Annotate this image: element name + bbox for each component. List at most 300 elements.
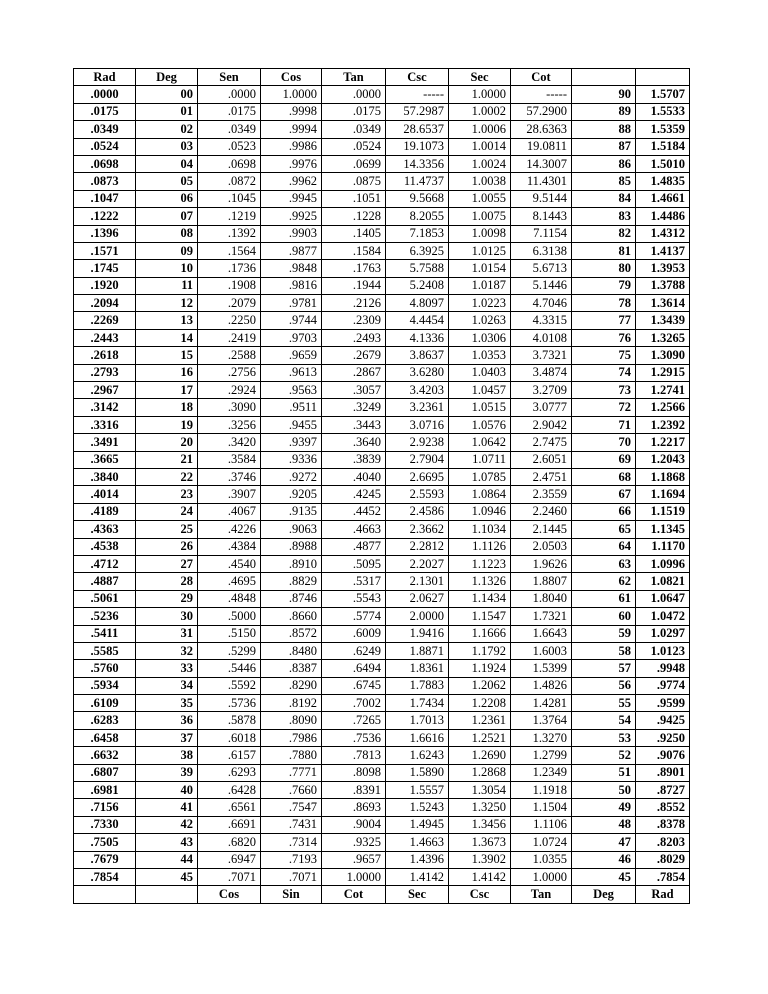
cell-sec: 1.0642 xyxy=(449,434,511,451)
cell-cos: .9998 xyxy=(261,103,322,120)
table-row xyxy=(74,399,690,416)
cell-tan: .3640 xyxy=(322,434,386,451)
cell-rad: .0873 xyxy=(74,173,136,190)
cell-rad: .3316 xyxy=(74,416,136,433)
cell-sec: 1.1034 xyxy=(449,521,511,538)
cell-sen: .1564 xyxy=(198,242,261,259)
header-row xyxy=(74,69,690,86)
cell-deg-complement: 49 xyxy=(572,799,636,816)
table-row xyxy=(74,86,690,103)
cell-cos: .7547 xyxy=(261,799,322,816)
cell-sen: .4067 xyxy=(198,503,261,520)
cell-cot: 28.6363 xyxy=(511,121,572,138)
cell-csc: 2.7904 xyxy=(386,451,449,468)
footer-row xyxy=(74,886,690,903)
cell-cos: .7314 xyxy=(261,834,322,851)
cell-cot: 1.1504 xyxy=(511,799,572,816)
cell-rad-complement: 1.4835 xyxy=(636,173,690,190)
cell-rad: .6458 xyxy=(74,729,136,746)
foot-cell-cos: Sin xyxy=(261,886,322,903)
cell-tan: .0699 xyxy=(322,155,386,172)
cell-sen: .7071 xyxy=(198,868,261,885)
cell-sen: .3420 xyxy=(198,434,261,451)
cell-tan: .3057 xyxy=(322,382,386,399)
cell-csc: 7.1853 xyxy=(386,225,449,242)
cell-csc: 2.9238 xyxy=(386,434,449,451)
cell-rad: .6109 xyxy=(74,695,136,712)
foot-cell-sec: Csc xyxy=(449,886,511,903)
table-row xyxy=(74,155,690,172)
table-row xyxy=(74,642,690,659)
cell-cot: 2.2460 xyxy=(511,503,572,520)
cell-sen: .5299 xyxy=(198,642,261,659)
table-row xyxy=(74,468,690,485)
cell-sec: 1.2868 xyxy=(449,764,511,781)
cell-rad-complement: 1.3788 xyxy=(636,277,690,294)
cell-tan: .2309 xyxy=(322,312,386,329)
cell-sen: .2250 xyxy=(198,312,261,329)
cell-sec: 1.1666 xyxy=(449,625,511,642)
cell-deg: 42 xyxy=(136,816,198,833)
cell-deg-complement: 56 xyxy=(572,677,636,694)
cell-deg-complement: 80 xyxy=(572,260,636,277)
cell-rad-complement: 1.2741 xyxy=(636,382,690,399)
cell-sen: .3256 xyxy=(198,416,261,433)
cell-tan: .5095 xyxy=(322,555,386,572)
cell-csc: 1.6243 xyxy=(386,747,449,764)
cell-sec: 1.3054 xyxy=(449,782,511,799)
table-row xyxy=(74,521,690,538)
cell-deg: 14 xyxy=(136,329,198,346)
cell-deg-complement: 63 xyxy=(572,555,636,572)
cell-deg: 18 xyxy=(136,399,198,416)
cell-csc: ----- xyxy=(386,86,449,103)
cell-deg-complement: 90 xyxy=(572,86,636,103)
cell-rad: .2618 xyxy=(74,347,136,364)
cell-sen: .0523 xyxy=(198,138,261,155)
table-row xyxy=(74,608,690,625)
cell-sen: .0000 xyxy=(198,86,261,103)
table-row xyxy=(74,747,690,764)
cell-cot: 14.3007 xyxy=(511,155,572,172)
cell-deg-complement: 46 xyxy=(572,851,636,868)
table-row xyxy=(74,451,690,468)
cell-sen: .0872 xyxy=(198,173,261,190)
cell-csc: 3.0716 xyxy=(386,416,449,433)
cell-deg-complement: 68 xyxy=(572,468,636,485)
cell-cos: .9744 xyxy=(261,312,322,329)
cell-rad-complement: 1.4312 xyxy=(636,225,690,242)
table-row xyxy=(74,277,690,294)
cell-sec: 1.2361 xyxy=(449,712,511,729)
table-row xyxy=(74,382,690,399)
cell-cos: .7660 xyxy=(261,782,322,799)
cell-cot: 1.5399 xyxy=(511,660,572,677)
cell-deg-complement: 72 xyxy=(572,399,636,416)
trig-table-body xyxy=(74,69,690,904)
cell-rad-complement: 1.1345 xyxy=(636,521,690,538)
cell-deg-complement: 51 xyxy=(572,764,636,781)
cell-deg-complement: 86 xyxy=(572,155,636,172)
cell-cos: .8988 xyxy=(261,538,322,555)
table-row xyxy=(74,416,690,433)
cell-csc: 1.5557 xyxy=(386,782,449,799)
cell-rad: .6632 xyxy=(74,747,136,764)
cell-rad-complement: 1.0123 xyxy=(636,642,690,659)
cell-cos: .9925 xyxy=(261,208,322,225)
cell-cos: .9903 xyxy=(261,225,322,242)
cell-tan: .2493 xyxy=(322,329,386,346)
cell-cos: .8192 xyxy=(261,695,322,712)
cell-rad-complement: 1.0472 xyxy=(636,608,690,625)
cell-rad-complement: 1.4486 xyxy=(636,208,690,225)
cell-cot: 4.7046 xyxy=(511,295,572,312)
cell-csc: 11.4737 xyxy=(386,173,449,190)
cell-cos: .8572 xyxy=(261,625,322,642)
cell-tan: .5317 xyxy=(322,573,386,590)
cell-rad-complement: .9425 xyxy=(636,712,690,729)
cell-tan: .4877 xyxy=(322,538,386,555)
cell-tan: .5774 xyxy=(322,608,386,625)
cell-rad: .5760 xyxy=(74,660,136,677)
cell-cot: 57.2900 xyxy=(511,103,572,120)
table-row xyxy=(74,434,690,451)
cell-cot: 1.6643 xyxy=(511,625,572,642)
cell-rad: .5411 xyxy=(74,625,136,642)
cell-cos: .7986 xyxy=(261,729,322,746)
cell-deg-complement: 45 xyxy=(572,868,636,885)
cell-cos: .9397 xyxy=(261,434,322,451)
cell-sec: 1.0000 xyxy=(449,86,511,103)
cell-deg: 36 xyxy=(136,712,198,729)
cell-rad-complement: 1.0647 xyxy=(636,590,690,607)
cell-rad-complement: 1.3953 xyxy=(636,260,690,277)
cell-rad: .2094 xyxy=(74,295,136,312)
cell-cot: 1.1106 xyxy=(511,816,572,833)
cell-cos: .9945 xyxy=(261,190,322,207)
cell-sen: .6561 xyxy=(198,799,261,816)
cell-rad: .4014 xyxy=(74,486,136,503)
cell-rad-complement: 1.0821 xyxy=(636,573,690,590)
cell-sen: .3090 xyxy=(198,399,261,416)
cell-csc: 5.2408 xyxy=(386,277,449,294)
cell-sec: 1.0006 xyxy=(449,121,511,138)
cell-rad-complement: .9599 xyxy=(636,695,690,712)
cell-sen: .0175 xyxy=(198,103,261,120)
cell-csc: 3.2361 xyxy=(386,399,449,416)
cell-cos: .9135 xyxy=(261,503,322,520)
cell-sec: 1.2690 xyxy=(449,747,511,764)
cell-rad-complement: 1.3439 xyxy=(636,312,690,329)
cell-sen: .2756 xyxy=(198,364,261,381)
cell-deg: 11 xyxy=(136,277,198,294)
table-row xyxy=(74,677,690,694)
cell-deg: 35 xyxy=(136,695,198,712)
cell-deg: 05 xyxy=(136,173,198,190)
cell-cos: .9962 xyxy=(261,173,322,190)
cell-csc: 2.4586 xyxy=(386,503,449,520)
cell-rad: .0524 xyxy=(74,138,136,155)
cell-csc: 2.2812 xyxy=(386,538,449,555)
head-cell-csc: Csc xyxy=(386,69,449,86)
cell-cos: .7193 xyxy=(261,851,322,868)
cell-cot: 8.1443 xyxy=(511,208,572,225)
table-row xyxy=(74,695,690,712)
cell-sec: 1.0946 xyxy=(449,503,511,520)
cell-deg: 32 xyxy=(136,642,198,659)
cell-cot: 3.4874 xyxy=(511,364,572,381)
cell-sen: .4695 xyxy=(198,573,261,590)
table-row xyxy=(74,347,690,364)
cell-sec: 1.3673 xyxy=(449,834,511,851)
cell-cot: 2.6051 xyxy=(511,451,572,468)
cell-csc: 1.5890 xyxy=(386,764,449,781)
cell-cos: .8910 xyxy=(261,555,322,572)
cell-sec: 1.0457 xyxy=(449,382,511,399)
cell-rad-complement: 1.1694 xyxy=(636,486,690,503)
table-row xyxy=(74,138,690,155)
cell-tan: .1228 xyxy=(322,208,386,225)
cell-csc: 1.4396 xyxy=(386,851,449,868)
cell-cot: 9.5144 xyxy=(511,190,572,207)
cell-cot: 5.6713 xyxy=(511,260,572,277)
cell-csc: 1.8361 xyxy=(386,660,449,677)
cell-rad-complement: 1.5184 xyxy=(636,138,690,155)
cell-deg: 08 xyxy=(136,225,198,242)
cell-deg: 43 xyxy=(136,834,198,851)
table-row xyxy=(74,834,690,851)
cell-cot: 11.4301 xyxy=(511,173,572,190)
table-row xyxy=(74,782,690,799)
cell-deg: 07 xyxy=(136,208,198,225)
cell-sec: 1.4142 xyxy=(449,868,511,885)
cell-sen: .3746 xyxy=(198,468,261,485)
cell-rad: .1396 xyxy=(74,225,136,242)
cell-deg: 19 xyxy=(136,416,198,433)
cell-rad-complement: 1.5707 xyxy=(636,86,690,103)
cell-csc: 6.3925 xyxy=(386,242,449,259)
cell-rad: .1047 xyxy=(74,190,136,207)
cell-cos: .8660 xyxy=(261,608,322,625)
foot-cell-sen: Cos xyxy=(198,886,261,903)
cell-rad-complement: 1.2392 xyxy=(636,416,690,433)
cell-deg: 45 xyxy=(136,868,198,885)
cell-deg-complement: 87 xyxy=(572,138,636,155)
cell-sen: .2924 xyxy=(198,382,261,399)
cell-deg: 34 xyxy=(136,677,198,694)
cell-sec: 1.1326 xyxy=(449,573,511,590)
cell-rad-complement: 1.4661 xyxy=(636,190,690,207)
cell-deg: 44 xyxy=(136,851,198,868)
cell-cos: .9986 xyxy=(261,138,322,155)
cell-rad-complement: .8727 xyxy=(636,782,690,799)
cell-cos: .9063 xyxy=(261,521,322,538)
cell-cos: .9877 xyxy=(261,242,322,259)
cell-csc: 14.3356 xyxy=(386,155,449,172)
cell-tan: .6494 xyxy=(322,660,386,677)
cell-deg-complement: 77 xyxy=(572,312,636,329)
cell-rad: .7330 xyxy=(74,816,136,833)
cell-sec: 1.0306 xyxy=(449,329,511,346)
foot-cell-deg-complement: Deg xyxy=(572,886,636,903)
table-row xyxy=(74,503,690,520)
cell-cos: .9659 xyxy=(261,347,322,364)
cell-sen: .6428 xyxy=(198,782,261,799)
table-row xyxy=(74,121,690,138)
cell-sec: 1.2062 xyxy=(449,677,511,694)
cell-deg: 38 xyxy=(136,747,198,764)
cell-tan: .7002 xyxy=(322,695,386,712)
cell-csc: 5.7588 xyxy=(386,260,449,277)
cell-tan: .7813 xyxy=(322,747,386,764)
table-row xyxy=(74,816,690,833)
head-cell-sen: Sen xyxy=(198,69,261,86)
cell-sec: 1.0187 xyxy=(449,277,511,294)
cell-sec: 1.0576 xyxy=(449,416,511,433)
cell-tan: .5543 xyxy=(322,590,386,607)
cell-rad: .6283 xyxy=(74,712,136,729)
cell-rad-complement: 1.5533 xyxy=(636,103,690,120)
cell-deg: 41 xyxy=(136,799,198,816)
cell-sec: 1.0038 xyxy=(449,173,511,190)
cell-deg: 00 xyxy=(136,86,198,103)
cell-cot: 1.0000 xyxy=(511,868,572,885)
cell-cos: .9703 xyxy=(261,329,322,346)
cell-rad: .1920 xyxy=(74,277,136,294)
cell-cot: 3.2709 xyxy=(511,382,572,399)
cell-rad: .5934 xyxy=(74,677,136,694)
cell-deg: 29 xyxy=(136,590,198,607)
cell-cot: 1.6003 xyxy=(511,642,572,659)
cell-rad: .4712 xyxy=(74,555,136,572)
foot-cell-cot: Tan xyxy=(511,886,572,903)
cell-deg: 25 xyxy=(136,521,198,538)
cell-sec: 1.0002 xyxy=(449,103,511,120)
head-cell-deg-complement xyxy=(572,69,636,86)
cell-deg-complement: 73 xyxy=(572,382,636,399)
cell-cot: 2.9042 xyxy=(511,416,572,433)
cell-deg: 26 xyxy=(136,538,198,555)
cell-cos: .7880 xyxy=(261,747,322,764)
cell-rad-complement: 1.1868 xyxy=(636,468,690,485)
cell-rad: .2793 xyxy=(74,364,136,381)
head-cell-rad-complement xyxy=(636,69,690,86)
cell-rad: .3665 xyxy=(74,451,136,468)
cell-sen: .6947 xyxy=(198,851,261,868)
cell-rad: .2443 xyxy=(74,329,136,346)
cell-csc: 1.5243 xyxy=(386,799,449,816)
cell-deg: 23 xyxy=(136,486,198,503)
cell-rad-complement: 1.2043 xyxy=(636,451,690,468)
cell-sec: 1.2521 xyxy=(449,729,511,746)
cell-rad-complement: .8552 xyxy=(636,799,690,816)
cell-csc: 4.8097 xyxy=(386,295,449,312)
cell-deg: 13 xyxy=(136,312,198,329)
cell-csc: 19.1073 xyxy=(386,138,449,155)
cell-rad: .3840 xyxy=(74,468,136,485)
table-row xyxy=(74,312,690,329)
cell-cot: 5.1446 xyxy=(511,277,572,294)
cell-sen: .2588 xyxy=(198,347,261,364)
cell-csc: 4.1336 xyxy=(386,329,449,346)
cell-sec: 1.1126 xyxy=(449,538,511,555)
cell-deg-complement: 57 xyxy=(572,660,636,677)
cell-csc: 1.7013 xyxy=(386,712,449,729)
cell-tan: .0524 xyxy=(322,138,386,155)
table-row xyxy=(74,590,690,607)
cell-rad-complement: .9076 xyxy=(636,747,690,764)
head-cell-deg: Deg xyxy=(136,69,198,86)
cell-sen: .6691 xyxy=(198,816,261,833)
table-row xyxy=(74,295,690,312)
cell-rad: .2269 xyxy=(74,312,136,329)
cell-rad: .3491 xyxy=(74,434,136,451)
cell-cos: .9976 xyxy=(261,155,322,172)
cell-tan: .4040 xyxy=(322,468,386,485)
cell-sen: .5592 xyxy=(198,677,261,694)
table-row xyxy=(74,729,690,746)
cell-tan: .9004 xyxy=(322,816,386,833)
cell-deg: 17 xyxy=(136,382,198,399)
cell-deg: 20 xyxy=(136,434,198,451)
cell-tan: .7536 xyxy=(322,729,386,746)
cell-deg: 39 xyxy=(136,764,198,781)
cell-deg-complement: 55 xyxy=(572,695,636,712)
cell-rad: .1571 xyxy=(74,242,136,259)
table-row xyxy=(74,364,690,381)
cell-deg-complement: 50 xyxy=(572,782,636,799)
cell-tan: 1.0000 xyxy=(322,868,386,885)
cell-sen: .1392 xyxy=(198,225,261,242)
foot-cell-rad-complement: Rad xyxy=(636,886,690,903)
cell-sen: .1219 xyxy=(198,208,261,225)
cell-tan: .4663 xyxy=(322,521,386,538)
cell-cos: .9455 xyxy=(261,416,322,433)
cell-sen: .4226 xyxy=(198,521,261,538)
cell-sec: 1.0403 xyxy=(449,364,511,381)
cell-cos: .8480 xyxy=(261,642,322,659)
cell-cos: .9563 xyxy=(261,382,322,399)
cell-cot: 1.8040 xyxy=(511,590,572,607)
cell-deg-complement: 74 xyxy=(572,364,636,381)
cell-cot: ----- xyxy=(511,86,572,103)
cell-deg-complement: 76 xyxy=(572,329,636,346)
cell-csc: 1.7434 xyxy=(386,695,449,712)
cell-sec: 1.0353 xyxy=(449,347,511,364)
cell-deg-complement: 53 xyxy=(572,729,636,746)
cell-deg: 28 xyxy=(136,573,198,590)
cell-sen: .4384 xyxy=(198,538,261,555)
cell-tan: .3839 xyxy=(322,451,386,468)
cell-cos: .9511 xyxy=(261,399,322,416)
cell-deg-complement: 79 xyxy=(572,277,636,294)
cell-sen: .4848 xyxy=(198,590,261,607)
cell-tan: .1051 xyxy=(322,190,386,207)
cell-deg: 37 xyxy=(136,729,198,746)
foot-cell-deg xyxy=(136,886,198,903)
cell-deg-complement: 82 xyxy=(572,225,636,242)
cell-rad: .4189 xyxy=(74,503,136,520)
cell-sec: 1.3456 xyxy=(449,816,511,833)
cell-deg: 01 xyxy=(136,103,198,120)
cell-rad: .3142 xyxy=(74,399,136,416)
head-cell-sec: Sec xyxy=(449,69,511,86)
cell-rad: .1222 xyxy=(74,208,136,225)
cell-sec: 1.1223 xyxy=(449,555,511,572)
cell-sec: 1.0154 xyxy=(449,260,511,277)
cell-tan: .0349 xyxy=(322,121,386,138)
cell-cot: 1.4281 xyxy=(511,695,572,712)
